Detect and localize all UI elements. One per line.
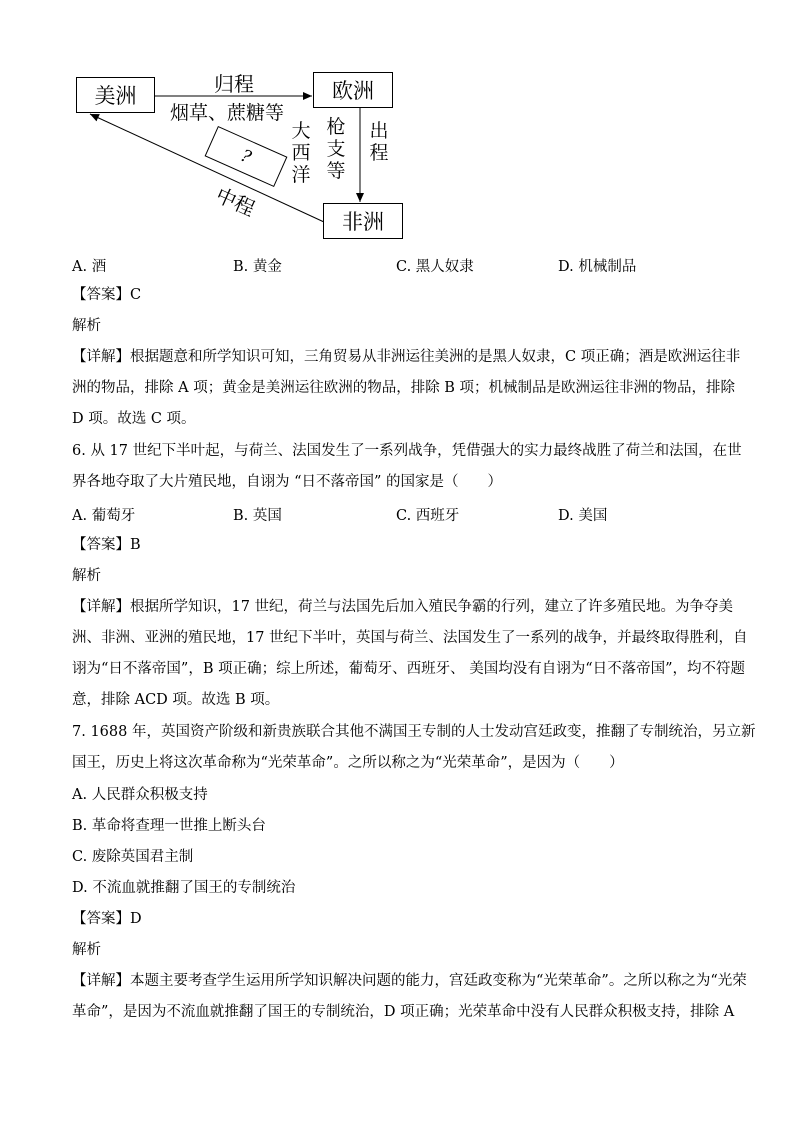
q6-detail-line: 洲、非洲、亚洲的殖民地，17 世纪下半叶，英国与荷兰、法国发生了一系列的战争，并最终取得胜利，自 bbox=[72, 630, 748, 646]
q5-detail-line: 【详解】根据题意和所学知识可知，三角贸易从非洲运往美洲的是黑人奴隶，C 项正确；酒是欧洲运往非 bbox=[72, 349, 741, 365]
q7-detail-line: 【详解】本题主要考查学生运用所学知识解决问题的能力，宫廷政变称为“光荣革命”。之所以称之为“光荣 bbox=[72, 973, 747, 989]
q7-stem-line: 7. 1688 年，英国资产阶级和新贵族联合其他不满国王专制的人士发动宫廷政变，推翻了专制统治，另立新 bbox=[72, 724, 756, 740]
q7-stem-line: 国王，历史上将这次革命称为“光荣革命”。之所以称之为“光荣革命”，是因为（ ） bbox=[72, 755, 624, 771]
q7-option-c: C. 废除英国君主制 bbox=[72, 849, 194, 865]
q7-detail-line: 革命”，是因为不流血就推翻了国王的专制统治，D 项正确；光荣革命中没有人民群众积极支持，排除 A bbox=[72, 1004, 735, 1020]
q5-option-d: D. 机械制品 bbox=[558, 259, 637, 275]
q6-detail-line: 意，排除 ACD 项。故选 B 项。 bbox=[72, 692, 280, 708]
q7-option-b: B. 革命将查理一世推上断头台 bbox=[72, 818, 266, 834]
q6-option-a: A. 葡萄牙 bbox=[72, 508, 136, 524]
return-label: 归程 bbox=[214, 72, 254, 96]
box-americas: 美洲 bbox=[76, 77, 155, 113]
box-africa: 非洲 bbox=[323, 203, 403, 239]
q6-analysis-heading: 解析 bbox=[72, 568, 101, 584]
q7-option-d: D. 不流血就推翻了国王的专制统治 bbox=[72, 880, 296, 896]
middle-arrow bbox=[90, 114, 324, 222]
q5-detail-line: D 项。故选 C 项。 bbox=[72, 411, 196, 427]
middle-label: 中程 bbox=[212, 182, 259, 221]
box-europe: 欧洲 bbox=[313, 72, 393, 108]
triangle-trade-diagram bbox=[0, 0, 794, 245]
q6-stem-line: 界各地夺取了大片殖民地，自诩为 “日不落帝国” 的国家是（ ） bbox=[72, 474, 503, 490]
question-mark: ? bbox=[237, 145, 255, 168]
outbound-goods-label: 枪 支 等 bbox=[326, 116, 346, 182]
outbound-label: 出 程 bbox=[369, 120, 389, 164]
q6-detail-line: 诩为“日不落帝国”，B 项正确；综上所述，葡萄牙、西班牙、 美国均没有自诩为“日不落帝国”，均不符题 bbox=[72, 661, 746, 677]
q5-option-c: C. 黑人奴隶 bbox=[396, 259, 474, 275]
ocean-label: 大 西 洋 bbox=[291, 120, 311, 186]
q7-answer: 【答案】D bbox=[72, 911, 142, 927]
q7-option-a: A. 人民群众积极支持 bbox=[72, 787, 208, 803]
q6-answer: 【答案】B bbox=[72, 537, 141, 553]
q5-option-b: B. 黄金 bbox=[233, 259, 282, 275]
q6-stem-line: 6. 从 17 世纪下半叶起，与荷兰、法国发生了一系列战争，凭借强大的实力最终战胜了荷兰和法国，在世 bbox=[72, 443, 742, 459]
q5-option-a: A. 酒 bbox=[72, 259, 107, 275]
q5-answer: 【答案】C bbox=[72, 287, 142, 303]
q7-analysis-heading: 解析 bbox=[72, 942, 101, 958]
q5-analysis-heading: 解析 bbox=[72, 318, 101, 334]
q6-detail-line: 【详解】根据所学知识，17 世纪，荷兰与法国先后加入殖民争霸的行列，建立了许多殖民地。为争夺美 bbox=[72, 599, 734, 615]
q6-option-b: B. 英国 bbox=[233, 508, 282, 524]
q6-option-d: D. 美国 bbox=[558, 508, 608, 524]
q5-detail-line: 洲的物品，排除 A 项；黄金是美洲运往欧洲的物品，排除 B 项；机械制品是欧洲运往非洲的物品，排除 bbox=[72, 380, 736, 396]
q6-option-c: C. 西班牙 bbox=[396, 508, 460, 524]
return-goods-label: 烟草、蔗糖等 bbox=[170, 102, 285, 124]
